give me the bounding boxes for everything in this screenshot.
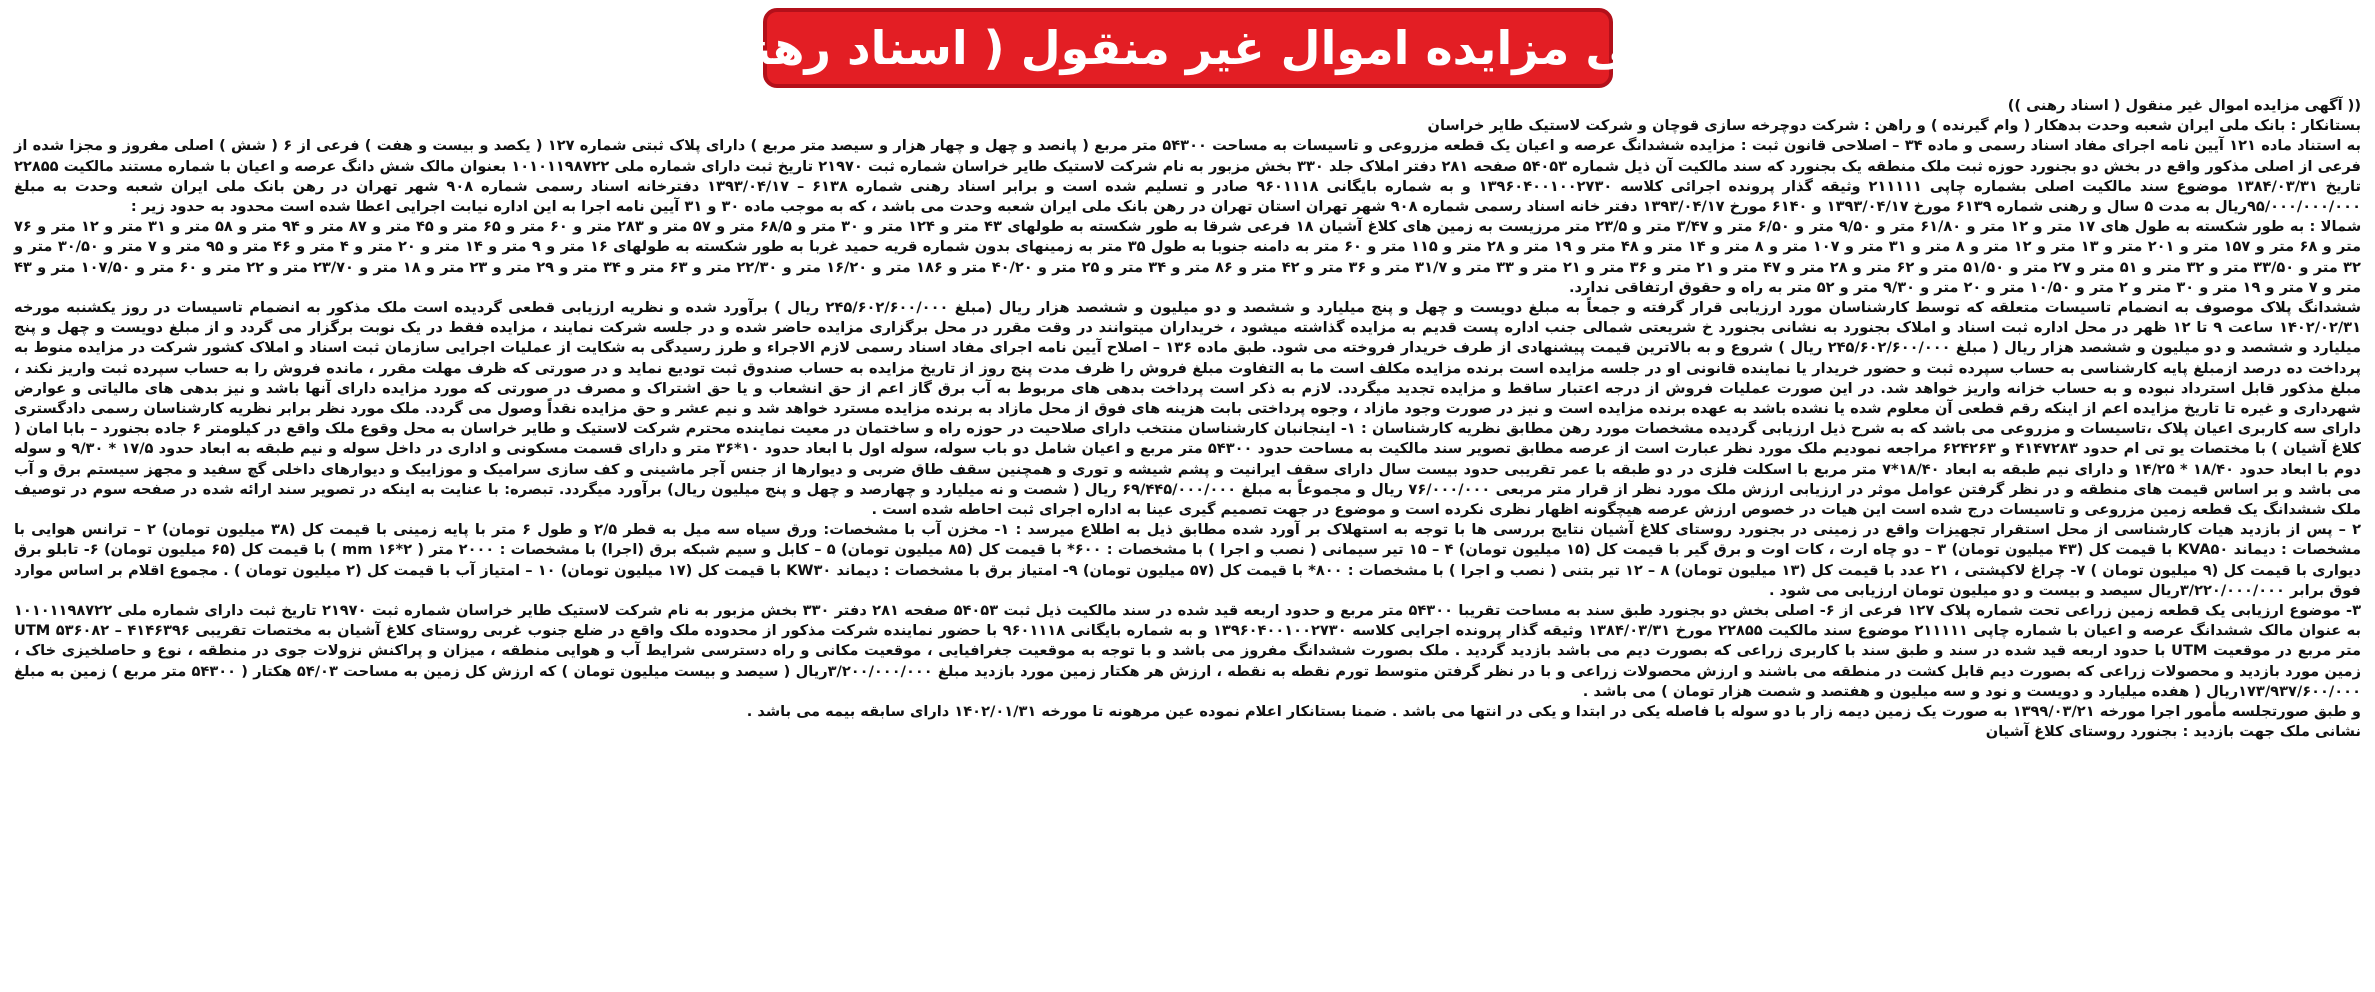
execution-report: و طبق صورتجلسه مأمور اجرا مورخه ۱۳۹۹/۰۳/۲۱ به صورت یک زمین دیمه زار با دو سوله با فاصله یکی در ابتدا و یکی در انتها می باشد . ضمنا بستانکار اعلام نموده عین مرهونه تا مورخه ۱۴۰۲/۰۱/۳۱ دارای سابقه بیمه می باشد . xyxy=(746,703,2361,721)
property-boundaries: شمالا : به طور شکسته به طول های ۱۷ متر و ۱۲ متر و ۶۱/۸۰ متر و ۹/۵۰ متر و ۶/۵۰ متر و ۳/۴۷ متر و ۲۳/۵ متر مرزیست به زمین های کلاغ آشیان ۱۸ فرعی شرقا به طور شکسته به طولهای ۴۳ متر و ۱۲۴ متر و ۳۰ متر و ۶۸/۵ متر و ۵۷ متر و ۲۸۳ متر و ۶۰ متر و ۶۵ متر و ۴۵ متر و ۸۷ متر و ۹۴ متر و ۵۸ متر و ۳۱ متر و ۱۲ متر و ۷۶ متر و ۶۸ متر و ۱۵۷ متر و ۲۰۱ متر و ۱۳ متر و ۱۲ متر و ۸ متر و ۳۱ متر و ۱۰۷ متر و ۸ متر و ۱۴ متر و ۴۸ متر و ۱۹ متر و ۲۸ متر و ۱۱۵ متر و ۶۰ متر به دامنه جنوبا به طول ۳۵ متر به زمینهای بدون شماره قریه حمید غربا به طور شکسته به طولهای ۱۶ متر و ۹ متر و ۱۴ متر و ۲۰ متر و ۴ متر و ۴۶ متر و ۹۵ متر و ۷ متر و ۳۰/۵۰ متر و ۳۲ متر و ۳۳/۵۰ متر و ۳۲ متر و ۵۱ متر و ۲۷ متر و ۵۱/۵۰ متر و ۶۲ متر و ۲۸ متر و ۴۷ متر و ۲۱ متر و ۳۶ متر و ۲۱ متر و ۳۳ متر و ۳۱/۷ متر و ۳۶ متر و ۴۲ متر و ۸۶ متر و ۳۴ متر و ۲۵ متر و ۴۰/۲۰ متر و ۱۸۶ متر و ۱۶/۲۰ متر و ۲۲/۳۰ متر و ۶۳ متر و ۳۴ متر و ۲۹ متر و ۲۳ متر و ۱۸ متر و ۲۳/۷۰ متر و ۲۲ متر و ۶۰ متر و ۱۰۷/۵۰ متر و ۴۳ متر و ۷ متر و ۱۹ متر و ۳۰ متر و ۲ متر و ۱۰/۵۰ متر و ۲۰ متر و ۹/۳۰ متر و ۵۲ متر به راه و حقوق ارتفاقی ندارد. xyxy=(14,218,2362,296)
parties-line: بستانکار : بانک ملی ایران شعبه وحدت بدهکار ( وام گیرنده ) و راهن : شرکت دوچرخه سازی قوچان و شرکت لاستیک طایر خراسان xyxy=(1427,117,2361,135)
notice-heading: (( آگهی مزایده اموال غیر منقول ( اسناد رهنی )) xyxy=(2007,97,2361,114)
land-valuation: ۳- موضوع ارزیابی یک قطعه زمین زراعی تحت شماره پلاک ۱۲۷ فرعی از ۶- اصلی بخش دو بجنورد طبق سند به مساحت تقریبا ۵۴۳۰۰ متر مربع و حدود اربعه قید شده در سند مالکیت ذیل ثبت ۵۴۰۵۳ صفحه ۲۸۱ دفتر ۳۳۰ بخش مزبور به نام شرکت لاستیک طایر خراسان شماره ثبت ۲۱۹۷۰ تاریخ ثبت دارای شماره ملی ۱۰۱۰۱۱۹۸۷۲۲ به عنوان مالک ششدانگ عرصه و اعیان با شماره چاپی ۲۱۱۱۱۱ موضوع سند مالکیت ۲۲۸۵۵ مورخ ۱۳۸۴/۰۳/۳۱ وثیقه گذار پرونده اجرایی کلاسه ۱۳۹۶۰۴۰۰۱۰۰۲۷۳۰ و به شماره بایگانی ۹۶۰۱۱۱۸ با حضور نماینده شرکت مذکور از محدوده ملک واقع در ضلع جنوب غربی روستای کلاغ آشیان به مختصات تقریبی UTM ۵۳۶۰۸۲ – ۴۱۴۶۳۹۶ متر مربع در موقعیت UTM با حدود اربعه قید شده در سند و طبق سند با کاربری زراعی که بصورت دیم می باشد بازدید گردید . ملک بصورت ششدانگ مفروز می باشد و با توجه به موقعیت جغرافیایی ، موقعیت مکانی و راه دسترسی شرایط آب و هوایی منطقه ، میزان و پراکنش نزولات جوی در منطقه ، نوع و حاصلخیزی خاک ، زمین مورد بازدید و محصولات زراعی که بصورت دیم قابل کشت در منطقه می باشند و ارزش محصولات زراعی و با در نظر گرفتن متوسط تورم نقطه به نقطه ، ارزش هر هکتار زمین مورد بازدید مبلغ ۳/۲۰۰/۰۰۰/۰۰۰ریال ( سیصد و بیست میلیون تومان ) که ارزش کل زمین به مساحت ۵۴/۰۳ هکتار ( ۵۴۳۰۰ متر مربع ) زمین به مبلغ ۱۷۳/۹۳۷/۶۰۰/۰۰۰ریال ( هفده میلیارد و دویست و نود و سه میلیون و هفتصد و شصت هزار تومان ) می باشد . xyxy=(14,602,2362,700)
auction-terms: ششدانگ پلاک موصوف به انضمام تاسیسات متعلقه که توسط کارشناسان مورد ارزیابی قرار گرفته و جمعاً به مبلغ دویست و چهل و پنج میلیارد و ششصد و دو میلیون و ششصد هزار ریال (مبلغ ۲۴۵/۶۰۲/۶۰۰/۰۰۰ ریال ) برآورد شده و نظریه ارزیابی قطعی گردیده است ملک مذکور به انضمام تاسیسات در روز یکشنبه مورخه ۱۴۰۲/۰۲/۳۱ ساعت ۹ تا ۱۲ ظهر در محل اداره ثبت اسناد و املاک بجنورد به نشانی بجنورد خ شریعتی شمالی جنب اداره پست قدیم به مزایده گذاشته میشود ، خریداران میتوانند در وقت مقرر در محل برگزاری مزایده حاضر شده و در جلسه شرکت نمایند ، مزایده فقط در یک نوبت برگزار می گردد و از مبلغ دویست و چهل و پنج میلیارد و ششصد و دو میلیون و ششصد هزار ریال ( مبلغ ۲۴۵/۶۰۲/۶۰۰/۰۰۰ ریال ) شروع و به بالاترین قیمت پیشنهادی از طرف خریدار فروخته می شود. طبق ماده ۱۳۶ – اصلاح آیین نامه اجرای مفاد اسناد رسمی لازم الاجراء و طرز رسیدگی به شکایت از عملیات اجرایی سازمان ثبت اسناد و املاک کشور شرکت در مزایده منوط به پرداخت ده درصد ازمبلغ پایه کارشناسی به حساب سپرده ثبت و حضور خریدار یا نماینده قانونی او در جلسه مزایده است برنده مزایده مکلف است ما به التفاوت مبلغ فروش را ظرف مدت پنج روز از تاریخ مزایده به حساب صندوق ثبت تودیع نماید و در صورتی که ظرف مهلت مقرر ، مانده فروش را به حساب سپرده ثبت واریز نکند ، مبلغ مذکور قابل استرداد نبوده و به حساب خزانه واریز خواهد شد. در این صورت عملیات فروش از درجه اعتبار ساقط و مزایده تجدید میگردد. لازم به ذکر است پرداخت بدهی های مربوط به آب برق گاز اعم از حق انشعاب و یا حق اشتراک و مصرف در صورتی که مورد مزایده دارای آنها باشد و نیز بدهی های مالیاتی و عوارض شهرداری و غیره تا تاریخ مزایده اعم از اینکه رقم قطعی آن معلوم شده یا نشده باشد به عهده برنده مزایده است و نیز در صورت وجود مازاد ، وجوه پرداختی بابت هزینه های فوق از محل مازاد به برنده مزایده مسترد خواهد شد و نیم عشر و حق مزایده نقداً وصول می گردد. ملک مورد نظر برابر نظریه کارشناسان رسمی دادگستری دارای سه کاربری اعیان پلاک ،تاسیسات و مزروعی می باشد که به شرح ذیل ارزیابی گردیده مشخصات مورد رهن مطابق نظریه کارشناسان : ۱- اینجانبان کارشناسان منتخب دارای صلاحیت در حوزه راه و ساختمان در معیت نماینده محترم شرکت لاستیک و طایر خراسان به محل وقوع ملک واقع در کیلومتر ۶ جاده بجنورد – بابا امان ( کلاغ آشیان ) با مختصات یو تی ام حدود ۴۱۴۷۲۸۳ و ۶۲۴۲۶۳ مراجعه نمودیم ملک مورد نظر عبارت است از عرصه مطابق تصویر سند مالکیت به مساحت حدود ۵۴۳۰۰ متر مربع و اعیان شامل دو باب سوله، سوله اول با ابعاد حدود ۱۰*۳۶ متر و دارای قسمت مسکونی و اداری در داخل سوله و نیم طبقه به ابعاد حدود ۱۷/۵ * ۹/۳۰ و سوله دوم با ابعاد حدود ۱۸/۴۰ * ۱۴/۲۵ و دارای نیم طبقه به ابعاد ۱۸/۴۰*۷ متر مربع با اسکلت فلزی در دو طبقه با عمر تقریبی حدود بیست سال دارای سقف ایرانیت و پشم شیشه و توری و همچنین سقف طاق ضربی و دیوارها از جنس آجر ماشینی و کف سازی سرامیک و موزاییک و دیوارهای داخلی گچ سفید و مجهز سیستم برق و آب می باشد و بر اساس قیمت های منطقه و در نظر گرفتن عوامل موثر در ارزیابی ارزش ملک مورد نظر از قرار متر مربعی ۷۶/۰۰۰/۰۰۰ ریال و مجموعاً به مبلغ ۶۹/۴۴۵/۰۰۰/۰۰۰ ریال ( شصت و نه میلیارد و چهارصد و چهل و پنج میلیون ریال) برآورد میگردد. تبصره: با عنایت به اینکه در تصویر سند ارائه شده در صفحه سوم در توصیف ملک ششدانگ یک قطعه زمین مزروعی و تاسیسات درج شده است این هیات در خصوص ارزش عرصه هیچگونه اظهار نظری نکرده است و موضوع در جهت تصمیم گیری عینا به اداره اجرای ثبت احاطه شده است . xyxy=(14,299,2361,519)
property-description: به استناد ماده ۱۲۱ آیین نامه اجرای مفاد اسناد رسمی و ماده ۳۴ – اصلاحی قانون ثبت : مزایده ششدانگ عرصه و اعیان یک قطعه مزروعی و تاسیسات به مساحت ۵۴۳۰۰ متر مربع ( پانصد و چهل و چهار هزار و سیصد متر مربع ) دارای پلاک ثبتی شماره ۱۲۷ ( یکصد و بیست و هفت ) فرعی از ۶ ( شش ) اصلی مفروز و مجزا شده از فرعی از اصلی مذکور واقع در بخش دو بجنورد حوزه ثبت ملک منطقه یک بجنورد که سند مالکیت آن ذیل شماره ۵۴۰۵۳ صفحه ۲۸۱ دفتر املاک جلد ۳۳۰ بخش مزبور به نام شرکت لاستیک طایر خراسان شماره ثبت ۲۱۹۷۰ تاریخ ثبت دارای شماره ملی ۱۰۱۰۱۱۹۸۷۲۲ بعنوان مالک شش دانگ عرصه و اعیان با شماره مستند مالکیت ۲۲۸۵۵ تاریخ ۱۳۸۴/۰۳/۳۱ موضوع سند مالکیت اصلی بشماره چاپی ۲۱۱۱۱۱ وثیقه گذار پرونده اجرائی کلاسه ۱۳۹۶۰۴۰۰۱۰۰۲۷۳۰ و به شماره بایگانی ۹۶۰۱۱۱۸ صادر و تسلیم شده است و برابر اسناد رهنی شماره ۶۱۳۸ – ۱۳۹۳/۰۴/۱۷ دفترخانه اسناد رسمی شماره ۹۰۸ شهر تهران در رهن بانک ملی ایران شعبه وحدت به مبلغ ۹۵/۰۰۰/۰۰۰/۰۰۰ریال به مدت ۵ سال و رهنی شماره ۶۱۳۹ مورخ ۱۳۹۳/۰۴/۱۷ و ۶۱۴۰ مورخ ۱۳۹۳/۰۴/۱۷ دفتر خانه اسناد رسمی شماره ۹۰۸ شهر تهران استان تهران در رهن بانک ملی ایران شعبه وحدت می باشد ، که به موجب ماده ۳۰ و ۳۱ آیین نامه اجرا به این اداره نیابت اجرایی اعطا شده است محدود به حدود زیر : xyxy=(14,137,2361,216)
notice-body xyxy=(14,96,2361,986)
equipment-valuation: ۲ – پس از بازدید هیات کارشناسی از محل استقرار تجهیزات واقع در زمینی در بجنورد روستای کلاغ آشیان نتایج بررسی ها با توجه به استهلاک بر آورد شده مطابق ذیل به اطلاع میرسد : ۱- مخزن آب با مشخصات: ورق سیاه سه میل به قطر ۲/۵ و طول ۶ متر با پایه زمینی با قیمت کل (۳۸ میلیون تومان) ۲ – ترانس هوایی با مشخصات : دیماند KVA۵۰ با قیمت کل (۴۳ میلیون تومان) ۳ – دو چاه ارت ، کات اوت و برق گیر با قیمت کل (۱۵ میلیون تومان) ۴ – ۱۵ تیر سیمانی ( نصب و اجرا ) با مشخصات : ۶۰۰* با قیمت کل (۸۵ میلیون تومان) ۵ – کابل و سیم شبکه برق (اجرا) با مشخصات : ۲۰۰۰ متر ( mm ۱۶*۲ ) با قیمت کل (۶۵ میلیون تومان) ۶- تابلو برق دیواری با قیمت کل (۹ میلیون تومان ) ۷- چراغ لاکپشتی ، ۲۱ عدد با قیمت کل (۱۳ میلیون تومان) ۸ – ۱۲ تیر بتنی ( نصب و اجرا ) با مشخصات : ۸۰۰* با قیمت کل (۵۷ میلیون تومان) ۹- امتیاز برق با مشخصات : دیماند KW۳۰ با قیمت کل (۱۷ میلیون تومان) ۱۰ – امتیاز آب با قیمت کل (۲ میلیون تومان ) . مجموع اقلام بر اساس موارد فوق برابر ۳/۲۲۰/۰۰۰/۰۰۰ریال سیصد و بیست و دو میلیون تومان ارزیابی می شود . xyxy=(14,521,2362,599)
notice-title: آگهی مزایده اموال غیر منقول ( اسناد رهنی ) xyxy=(763,8,1613,88)
visit-address: نشانی ملک جهت بازدید : بجنورد روستای کلاغ آشیان xyxy=(1985,723,2361,741)
title-area xyxy=(0,0,2375,96)
